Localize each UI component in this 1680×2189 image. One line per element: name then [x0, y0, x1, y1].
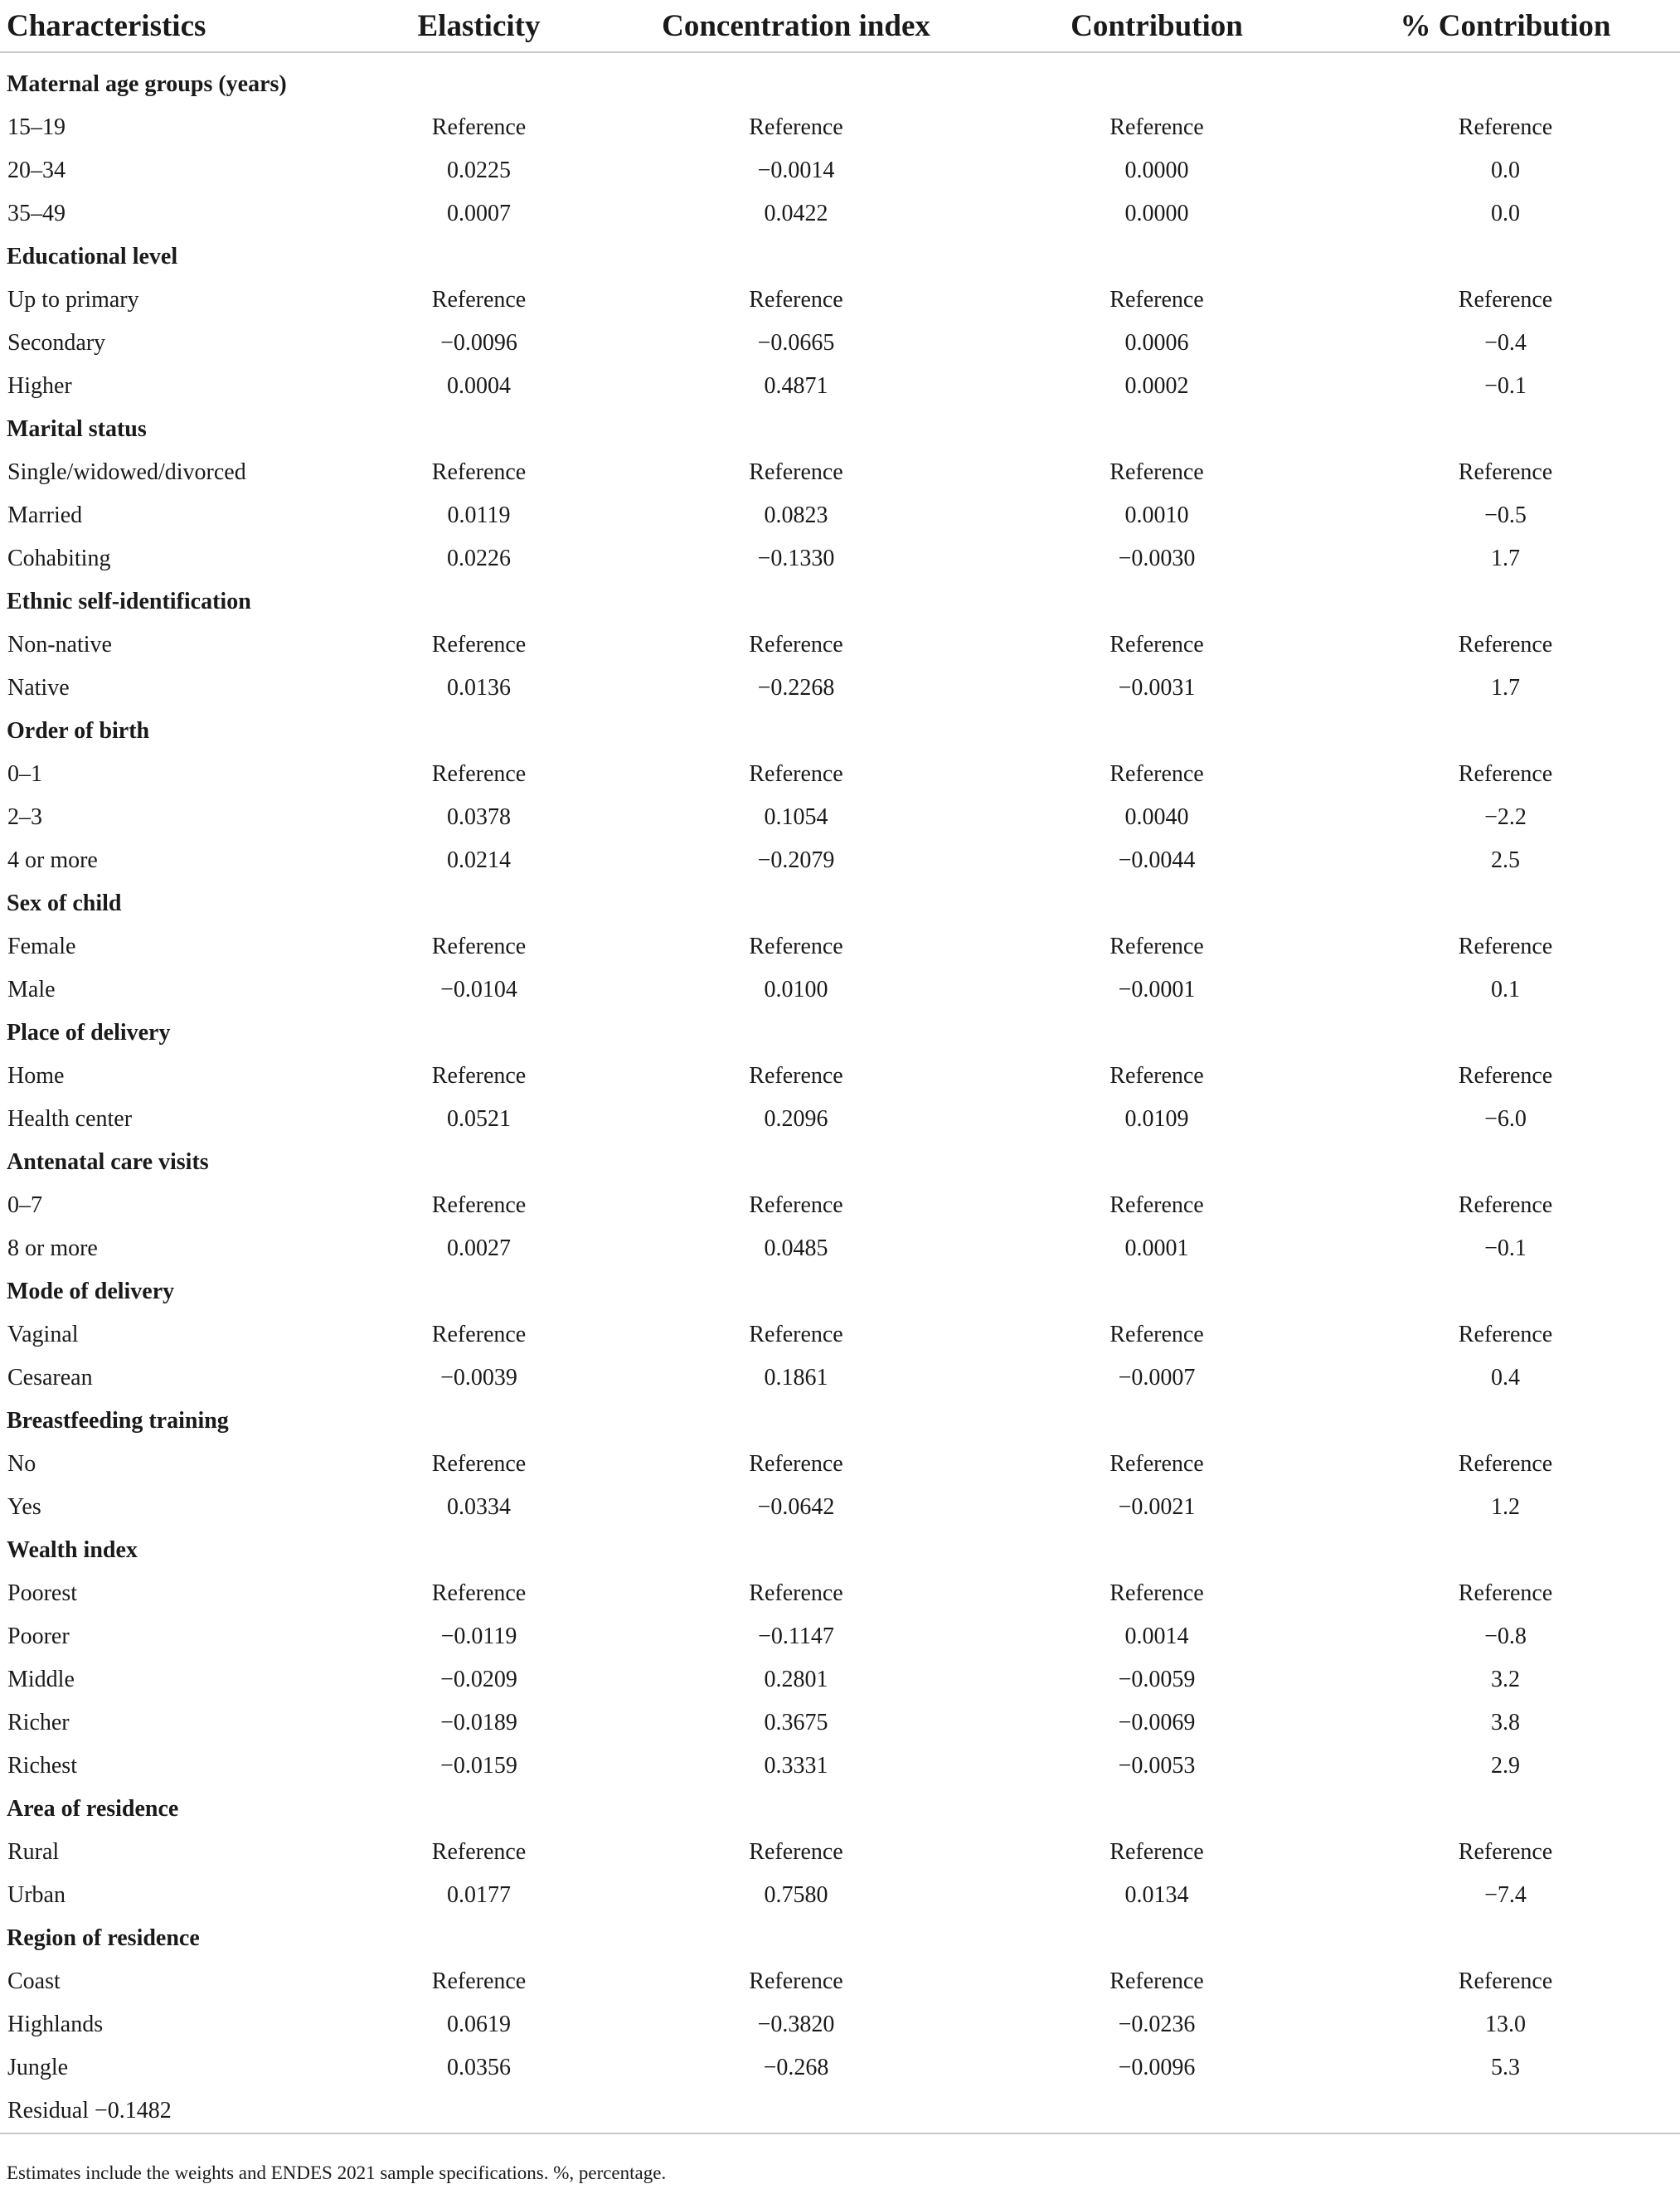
row-label: Female	[7, 934, 76, 959]
elasticity-cell: Reference	[431, 632, 527, 658]
group-label: Region of residence	[7, 1925, 200, 1951]
elasticity-cell: −0.0119	[440, 1624, 517, 1649]
concentration-index-cell: −0.0014	[757, 158, 835, 183]
table-row	[0, 1658, 1680, 1701]
concentration-index-cell: Reference	[749, 1451, 843, 1477]
pct-contribution-cell: 0.0	[1491, 158, 1520, 183]
group-label: Place of delivery	[7, 1020, 171, 1046]
contribution-cell: Reference	[1109, 1322, 1204, 1347]
concentration-index-cell: 0.0422	[764, 201, 828, 226]
row-label: 0–1	[7, 761, 42, 787]
table-group-row	[0, 580, 1680, 624]
elasticity-cell: 0.0225	[447, 158, 511, 183]
concentration-index-cell: 0.7580	[764, 1882, 828, 1908]
concentration-index-cell: 0.2801	[764, 1667, 828, 1692]
row-label: Highlands	[7, 2012, 104, 2037]
pct-contribution-cell: 0.1	[1491, 977, 1520, 1002]
contribution-cell: 0.0002	[1124, 373, 1189, 399]
concentration-index-cell: 0.3331	[764, 1753, 828, 1779]
header-characteristics: Characteristics	[7, 8, 206, 43]
pct-contribution-cell: 1.7	[1491, 546, 1520, 571]
table-row	[0, 149, 1680, 192]
elasticity-cell: Reference	[431, 1322, 527, 1347]
table-row	[0, 1874, 1680, 1917]
pct-contribution-cell: Reference	[1458, 459, 1553, 485]
table-row	[0, 1313, 1680, 1357]
contribution-cell: 0.0000	[1124, 158, 1189, 183]
row-label: Cesarean	[7, 1365, 93, 1391]
table-group-row	[0, 1917, 1680, 1960]
table-row	[0, 796, 1680, 839]
pct-contribution-cell: Reference	[1458, 1580, 1553, 1606]
elasticity-cell: Reference	[431, 761, 527, 787]
elasticity-cell: 0.0226	[447, 546, 511, 571]
contribution-cell: Reference	[1109, 1968, 1204, 1994]
row-label: Rural	[7, 1839, 60, 1865]
table-row	[0, 1227, 1680, 1270]
concentration-index-cell: Reference	[749, 934, 843, 959]
pct-contribution-cell: −0.8	[1484, 1624, 1527, 1649]
concentration-index-cell: Reference	[749, 287, 843, 313]
elasticity-cell: Reference	[431, 1580, 527, 1606]
table-row	[0, 2003, 1680, 2046]
row-label: 0–7	[7, 1192, 42, 1218]
contribution-cell: −0.0007	[1118, 1365, 1196, 1391]
table-row	[0, 624, 1680, 667]
table-row	[0, 279, 1680, 322]
row-label: 20–34	[7, 158, 66, 183]
contribution-cell: −0.0030	[1118, 546, 1196, 571]
pct-contribution-cell: Reference	[1458, 1968, 1553, 1994]
pct-contribution-cell: −0.5	[1484, 502, 1527, 528]
elasticity-cell: 0.0119	[447, 502, 511, 528]
table-row	[0, 322, 1680, 365]
row-label: Yes	[7, 1494, 41, 1520]
table-group-row	[0, 1012, 1680, 1055]
pct-contribution-cell: 1.7	[1491, 675, 1520, 701]
table-row	[0, 537, 1680, 580]
elasticity-cell: Reference	[431, 1192, 527, 1218]
table-group-row	[0, 710, 1680, 753]
group-label: Area of residence	[7, 1796, 179, 1822]
pct-contribution-cell: 0.0	[1491, 201, 1520, 226]
table-row	[0, 1486, 1680, 1529]
header-spacer	[0, 52, 1680, 63]
table-row	[0, 1831, 1680, 1874]
elasticity-cell: Reference	[431, 1451, 527, 1477]
contribution-cell: 0.0109	[1124, 1106, 1189, 1132]
table-footnote: Estimates include the weights and ENDES 2021 sample specifications. %, percentage.	[7, 2162, 667, 2183]
concentration-index-cell: −0.1330	[757, 546, 835, 571]
contribution-cell: 0.0006	[1124, 330, 1189, 356]
concentration-index-cell: Reference	[749, 1839, 843, 1865]
row-label: Jungle	[7, 2055, 69, 2080]
contribution-cell: Reference	[1109, 1063, 1204, 1089]
contribution-cell: 0.0040	[1124, 804, 1189, 830]
elasticity-cell: −0.0159	[440, 1753, 517, 1779]
pct-contribution-cell: −6.0	[1484, 1106, 1527, 1132]
contribution-cell: −0.0053	[1118, 1753, 1196, 1779]
concentration-index-cell: Reference	[749, 761, 843, 787]
contribution-cell: 0.0014	[1124, 1624, 1189, 1649]
table-group-row	[0, 63, 1680, 106]
concentration-index-cell: −0.268	[763, 2055, 829, 2080]
table-row	[0, 2090, 1680, 2133]
concentration-index-cell: Reference	[749, 1063, 843, 1089]
row-label: Secondary	[7, 330, 106, 356]
concentration-index-cell: −0.2268	[757, 675, 835, 701]
contribution-cell: −0.0031	[1118, 675, 1196, 701]
row-label: Richer	[7, 1710, 70, 1735]
row-label: Urban	[7, 1882, 66, 1908]
row-label: 4 or more	[7, 847, 98, 873]
contribution-cell: Reference	[1109, 1451, 1204, 1477]
table-row	[0, 106, 1680, 149]
row-label: Health center	[7, 1106, 133, 1132]
row-label: 35–49	[7, 201, 66, 226]
row-label: Up to primary	[7, 287, 139, 313]
concentration-index-cell: 0.3675	[764, 1710, 828, 1735]
pct-contribution-cell: −2.2	[1484, 804, 1527, 830]
concentration-index-cell: 0.0100	[764, 977, 828, 1002]
row-label: Cohabiting	[7, 546, 111, 571]
group-label: Breastfeeding training	[7, 1408, 229, 1434]
table-group-row	[0, 882, 1680, 925]
concentration-index-cell: Reference	[749, 459, 843, 485]
table-row	[0, 1443, 1680, 1486]
concentration-index-cell: 0.4871	[764, 373, 828, 399]
table-row	[0, 365, 1680, 408]
concentration-index-cell: Reference	[749, 1968, 843, 1994]
pct-contribution-cell: Reference	[1458, 761, 1553, 787]
table-row	[0, 925, 1680, 968]
pct-contribution-cell: 2.9	[1491, 1753, 1520, 1779]
pct-contribution-cell: Reference	[1458, 1192, 1553, 1218]
table-row	[0, 839, 1680, 882]
row-label: Poorest	[7, 1580, 77, 1606]
contribution-cell: Reference	[1109, 459, 1204, 485]
contribution-cell: Reference	[1109, 287, 1204, 313]
elasticity-cell: −0.0209	[440, 1667, 517, 1692]
contribution-cell: Reference	[1109, 1192, 1204, 1218]
concentration-index-cell: 0.0485	[764, 1235, 828, 1261]
table-row	[0, 1098, 1680, 1141]
elasticity-cell: 0.0619	[447, 2012, 511, 2037]
row-label: Richest	[7, 1753, 77, 1779]
concentration-index-cell: −0.0642	[757, 1494, 835, 1520]
elasticity-cell: 0.0136	[447, 675, 511, 701]
elasticity-cell: Reference	[431, 934, 527, 959]
concentration-index-cell	[609, 2090, 983, 2133]
concentration-index-cell: Reference	[749, 1192, 843, 1218]
elasticity-cell: Reference	[431, 114, 527, 140]
header-contribution: Contribution	[1071, 8, 1243, 43]
elasticity-cell: Reference	[431, 1968, 527, 1994]
row-label: Male	[7, 977, 56, 1002]
contribution-cell: 0.0134	[1124, 1882, 1189, 1908]
table-group-row	[0, 1270, 1680, 1313]
contribution-cell: −0.0236	[1118, 2012, 1196, 2037]
concentration-index-cell: Reference	[749, 1580, 843, 1606]
pct-contribution-cell: Reference	[1458, 1063, 1553, 1089]
row-label: 8 or more	[7, 1235, 98, 1261]
table-row	[0, 1701, 1680, 1745]
pct-contribution-cell: Reference	[1458, 632, 1553, 658]
row-label: Non-native	[7, 632, 112, 658]
contribution-cell: Reference	[1109, 114, 1204, 140]
table-row	[0, 667, 1680, 710]
row-label: Residual −0.1482	[7, 2098, 172, 2123]
table-group-row	[0, 1529, 1680, 1572]
elasticity-cell: Reference	[431, 287, 527, 313]
concentration-index-cell: 0.2096	[764, 1106, 828, 1132]
pct-contribution-cell: −0.4	[1484, 330, 1527, 356]
pct-contribution-cell: 13.0	[1485, 2012, 1526, 2037]
header-concentration-index: Concentration index	[662, 8, 930, 43]
pct-contribution-cell: Reference	[1458, 1451, 1553, 1477]
row-label: Vaginal	[7, 1322, 79, 1347]
elasticity-cell: Reference	[431, 1063, 527, 1089]
elasticity-cell: 0.0214	[447, 847, 511, 873]
concentration-index-cell: Reference	[749, 632, 843, 658]
contribution-cell: −0.0021	[1118, 1494, 1196, 1520]
row-label: Middle	[7, 1667, 75, 1692]
contribution-cell: −0.0069	[1118, 1710, 1196, 1735]
pct-contribution-cell: Reference	[1458, 287, 1553, 313]
pct-contribution-cell: 3.2	[1491, 1667, 1520, 1692]
contribution-cell: Reference	[1109, 1580, 1204, 1606]
elasticity-cell: 0.0334	[447, 1494, 511, 1520]
contribution-cell: Reference	[1109, 1839, 1204, 1865]
row-label: No	[7, 1451, 36, 1477]
group-label: Maternal age groups (years)	[7, 71, 287, 97]
concentration-index-cell: −0.2079	[757, 847, 835, 873]
header-pct-contribution: % Contribution	[1400, 8, 1611, 43]
contribution-cell: −0.0096	[1118, 2055, 1196, 2080]
group-label: Sex of child	[7, 891, 122, 916]
elasticity-cell	[348, 2090, 609, 2133]
elasticity-cell: 0.0004	[447, 373, 511, 399]
pct-contribution-cell: Reference	[1458, 1839, 1553, 1865]
table-group-row	[0, 1788, 1680, 1831]
contribution-cell: 0.0000	[1124, 201, 1189, 226]
elasticity-cell: −0.0096	[440, 330, 517, 356]
row-label: Home	[7, 1063, 65, 1089]
contribution-cell: −0.0059	[1118, 1667, 1196, 1692]
table-group-row	[0, 235, 1680, 279]
pct-contribution-cell: 5.3	[1491, 2055, 1520, 2080]
table-row	[0, 1055, 1680, 1098]
elasticity-cell: 0.0356	[447, 2055, 511, 2080]
row-label: Native	[7, 675, 70, 701]
table-row	[0, 753, 1680, 796]
pct-contribution-cell: Reference	[1458, 114, 1553, 140]
pct-contribution-cell: −0.1	[1484, 1235, 1527, 1261]
table-header	[0, 0, 1680, 52]
table-row	[0, 192, 1680, 235]
contribution-cell: 0.0001	[1124, 1235, 1189, 1261]
header-row	[0, 0, 1680, 52]
concentration-index-cell: 0.1861	[764, 1365, 828, 1391]
concentration-index-cell: 0.1054	[764, 804, 828, 830]
table-row	[0, 451, 1680, 494]
header-elasticity: Elasticity	[417, 8, 541, 43]
pct-contribution-cell: 1.2	[1491, 1494, 1520, 1520]
row-label: 15–19	[7, 114, 66, 140]
table-row	[0, 2046, 1680, 2090]
concentration-index-cell: −0.1147	[758, 1624, 834, 1649]
group-label: Mode of delivery	[7, 1279, 175, 1304]
elasticity-cell: 0.0378	[447, 804, 511, 830]
spacer-cell	[0, 52, 1680, 63]
row-label: Coast	[7, 1968, 61, 1994]
contribution-cell: Reference	[1109, 761, 1204, 787]
table-row	[0, 1357, 1680, 1400]
contribution-cell: −0.0001	[1118, 977, 1196, 1002]
row-label: Married	[7, 502, 83, 528]
pct-contribution-cell: −7.4	[1484, 1882, 1527, 1908]
table-group-row	[0, 408, 1680, 451]
table-group-row	[0, 1400, 1680, 1443]
table-body	[0, 52, 1680, 2133]
table-row	[0, 1615, 1680, 1658]
elasticity-cell: −0.0039	[440, 1365, 517, 1391]
contribution-cell: Reference	[1109, 934, 1204, 959]
group-label: Antenatal care visits	[7, 1149, 209, 1175]
concentration-index-cell: −0.3820	[757, 2012, 835, 2037]
concentration-index-cell: Reference	[749, 114, 843, 140]
contribution-cell: 0.0010	[1124, 502, 1189, 528]
elasticity-cell: Reference	[431, 459, 527, 485]
table-row	[0, 1572, 1680, 1615]
group-label: Educational level	[7, 244, 178, 269]
elasticity-cell: 0.0007	[447, 201, 511, 226]
row-label: Poorer	[7, 1624, 70, 1649]
pct-contribution-cell: 2.5	[1491, 847, 1520, 873]
concentration-index-cell: 0.0823	[764, 502, 828, 528]
group-label: Marital status	[7, 416, 147, 442]
elasticity-cell: 0.0177	[447, 1882, 511, 1908]
pct-contribution-cell: −0.1	[1484, 373, 1527, 399]
pct-contribution-cell: 3.8	[1491, 1710, 1520, 1735]
contribution-cell	[983, 2090, 1331, 2133]
elasticity-cell: 0.0027	[447, 1235, 511, 1261]
row-label: 2–3	[7, 804, 42, 830]
pct-contribution-cell	[1331, 2090, 1680, 2133]
group-label: Order of birth	[7, 718, 150, 744]
group-label: Wealth index	[7, 1537, 138, 1563]
elasticity-cell: −0.0104	[440, 977, 517, 1002]
concentration-index-cell: −0.0665	[757, 330, 835, 356]
elasticity-cell: Reference	[431, 1839, 527, 1865]
elasticity-cell: −0.0189	[440, 1710, 517, 1735]
pct-contribution-cell: 0.4	[1491, 1365, 1520, 1391]
table-row	[0, 968, 1680, 1012]
row-label: Higher	[7, 373, 72, 399]
pct-contribution-cell: Reference	[1458, 1322, 1553, 1347]
table-row	[0, 1745, 1680, 1788]
table-group-row	[0, 1141, 1680, 1184]
table-row	[0, 1184, 1680, 1227]
table-row	[0, 1960, 1680, 2003]
elasticity-cell: 0.0521	[447, 1106, 511, 1132]
table-row	[0, 494, 1680, 537]
contribution-cell: −0.0044	[1118, 847, 1196, 873]
concentration-index-cell: Reference	[749, 1322, 843, 1347]
group-label: Ethnic self-identification	[7, 589, 251, 614]
pct-contribution-cell: Reference	[1458, 934, 1553, 959]
contribution-cell: Reference	[1109, 632, 1204, 658]
row-label: Single/widowed/divorced	[7, 459, 246, 485]
